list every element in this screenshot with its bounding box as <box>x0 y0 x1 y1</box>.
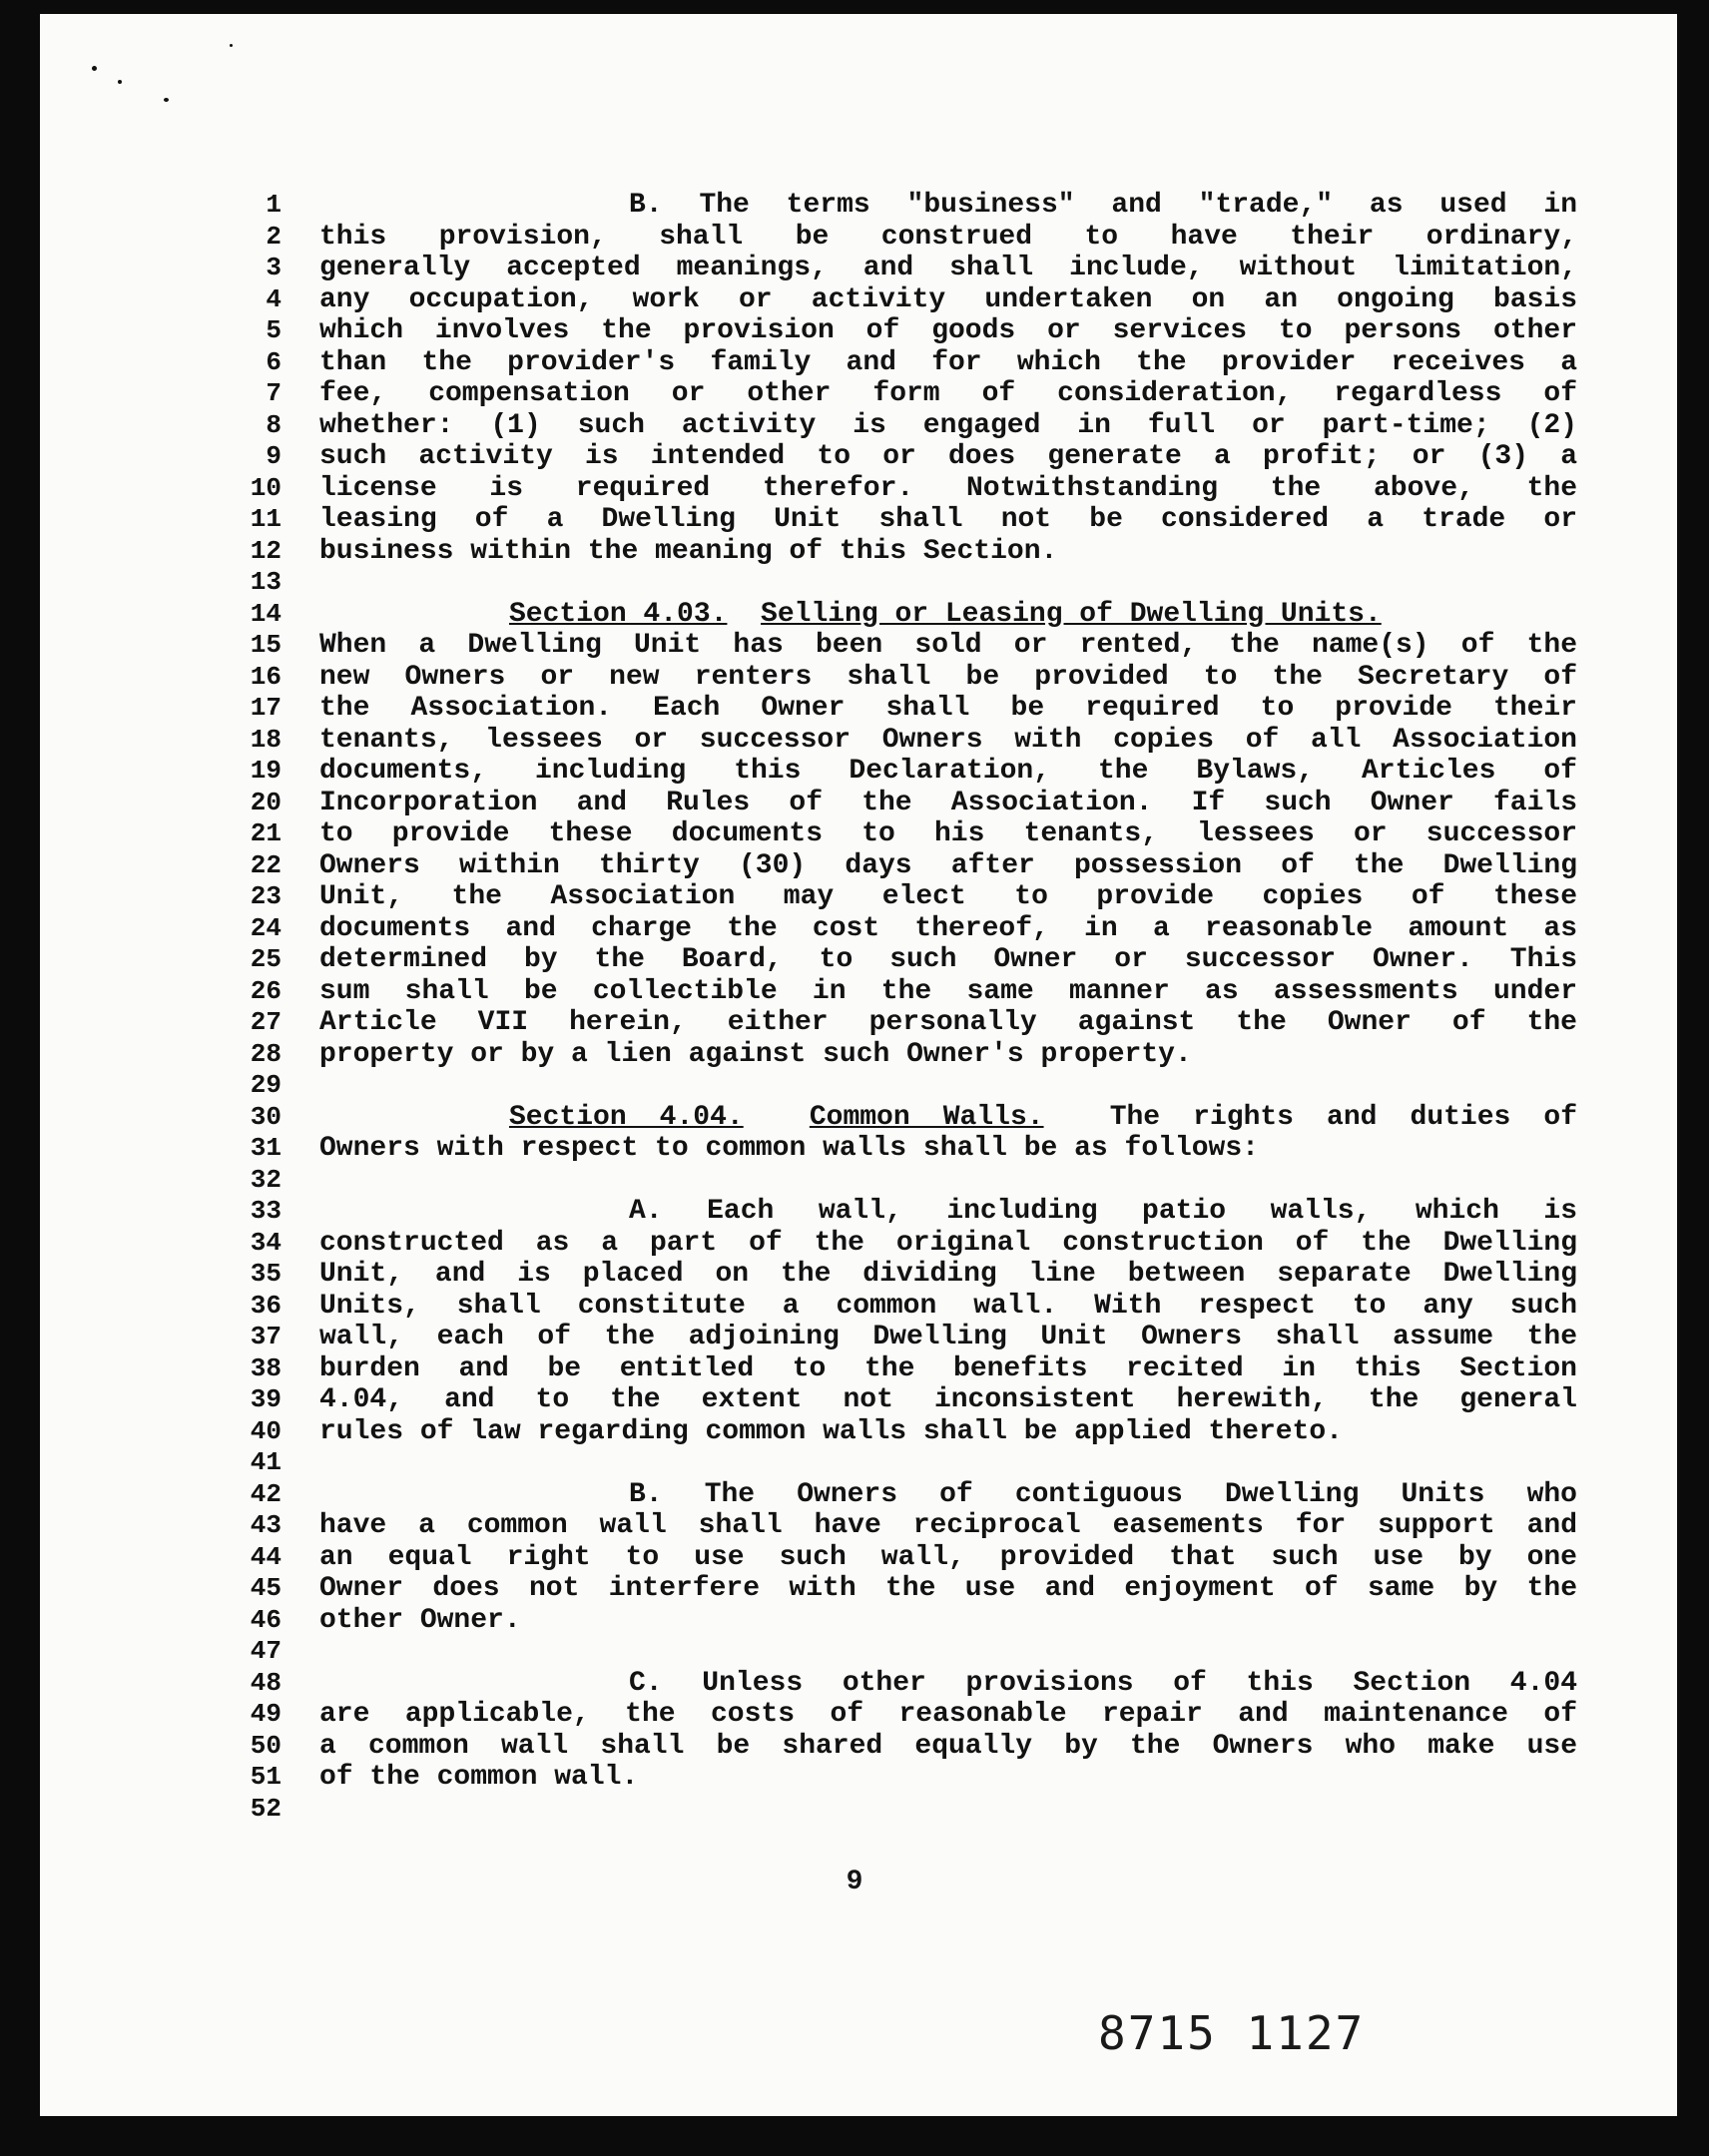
line-1 <box>240 190 1577 222</box>
line-23 <box>240 881 1577 913</box>
line-number: 20 <box>250 787 282 817</box>
paragraph-b-line: license is required therefor. Notwithstanding the above, the <box>319 472 1577 504</box>
scan-speck <box>164 98 169 102</box>
paragraph-a-line: Units, shall constitute a common wall. With respect to any such <box>319 1290 1577 1322</box>
paragraph-a-line: wall, each of the adjoining Dwelling Unit Owners shall assume the <box>319 1322 1577 1352</box>
line-8 <box>240 410 1577 442</box>
line-39 <box>240 1384 1577 1416</box>
paragraph-a-line: rules of law regarding common walls shall be applied thereto. <box>319 1415 1343 1447</box>
line-42 <box>240 1479 1577 1511</box>
line-4 <box>240 284 1577 316</box>
paragraph-b-line: generally accepted meanings, and shall include, without limitation, <box>319 253 1577 283</box>
line-17 <box>240 693 1577 725</box>
paragraph-b-line: whether: (1) such activity is engaged in full or part-time; (2) <box>319 409 1577 441</box>
line-number: 13 <box>250 567 282 597</box>
line-number: 32 <box>250 1164 282 1195</box>
line-34 <box>240 1228 1577 1260</box>
line-number: 7 <box>266 378 282 408</box>
line-51 <box>240 1762 1577 1794</box>
line-52 <box>240 1794 1577 1826</box>
section-403-line: documents and charge the cost thereof, in a reasonable amount as <box>319 912 1577 944</box>
line-number: 5 <box>266 315 282 345</box>
line-35 <box>240 1259 1577 1291</box>
section-404-title: Common Walls. <box>809 1101 1044 1133</box>
line-number: 14 <box>250 598 282 629</box>
line-number: 23 <box>250 881 282 911</box>
line-44 <box>240 1542 1577 1574</box>
paragraph-c-line: of the common wall. <box>319 1762 639 1793</box>
line-number: 17 <box>250 693 282 723</box>
section-403-line: to provide these documents to his tenants, lessees or successor <box>319 818 1577 849</box>
line-number: 16 <box>250 661 282 692</box>
document-number: 8715 1127 <box>1098 2006 1366 2060</box>
paragraph-a-line: A. Each wall, including patio walls, which is <box>629 1196 1577 1227</box>
paragraph-b-line: which involves the provision of goods or services to persons other <box>319 315 1577 346</box>
line-number: 38 <box>250 1352 282 1383</box>
line-number: 34 <box>250 1227 282 1258</box>
line-16 <box>240 662 1577 694</box>
paragraph-b-line: such activity is intended to or does generate a profit; or (3) a <box>319 441 1577 472</box>
line-27 <box>240 1007 1577 1039</box>
line-number: 12 <box>250 535 282 566</box>
line-number: 19 <box>250 756 282 786</box>
paragraph-b-line: any occupation, work or activity undertaken on an ongoing basis <box>319 283 1577 315</box>
line-30 <box>240 1102 1577 1134</box>
line-number: 49 <box>250 1699 282 1729</box>
line-40 <box>240 1416 1577 1448</box>
section-404-line: Owners with respect to common walls shall be as follows: <box>319 1133 1259 1164</box>
line-number: 30 <box>250 1101 282 1132</box>
line-number: 48 <box>250 1667 282 1698</box>
line-number: 3 <box>266 253 282 282</box>
section-403-line: tenants, lessees or successor Owners with copies of all Association <box>319 724 1577 756</box>
line-45 <box>240 1573 1577 1605</box>
section-403-line: Incorporation and Rules of the Association. If such Owner fails <box>319 787 1577 818</box>
line-11 <box>240 504 1577 536</box>
line-number: 40 <box>250 1415 282 1446</box>
line-19 <box>240 756 1577 788</box>
line-number: 33 <box>250 1196 282 1226</box>
line-3 <box>240 253 1577 284</box>
line-14 <box>240 599 1577 631</box>
paragraph-b2-line: other Owner. <box>319 1604 521 1636</box>
section-403-line: When a Dwelling Unit has been sold or rented, the name(s) of the <box>319 630 1577 661</box>
paragraph-b-line: fee, compensation or other form of consideration, regardless of <box>319 378 1577 409</box>
line-22 <box>240 850 1577 882</box>
line-13 <box>240 567 1577 599</box>
paragraph-b2-line: Owner does not interfere with the use and enjoyment of same by the <box>319 1573 1577 1604</box>
line-number: 42 <box>250 1478 282 1509</box>
line-number: 26 <box>250 975 282 1006</box>
line-50 <box>240 1731 1577 1763</box>
line-20 <box>240 788 1577 819</box>
line-37 <box>240 1322 1577 1353</box>
line-29 <box>240 1070 1577 1102</box>
paragraph-a-line: 4.04, and to the extent not inconsistent herewith, the general <box>319 1384 1577 1415</box>
line-18 <box>240 725 1577 757</box>
section-404-heading-line <box>319 1102 1577 1134</box>
line-number: 22 <box>250 849 282 880</box>
line-28 <box>240 1039 1577 1071</box>
line-41 <box>240 1447 1577 1479</box>
line-26 <box>240 976 1577 1008</box>
line-15 <box>240 630 1577 662</box>
paragraph-c-line: C. Unless other provisions of this Section 4.04 <box>629 1667 1577 1699</box>
paragraph-a-line: constructed as a part of the original construction of the Dwelling <box>319 1227 1577 1259</box>
line-number: 21 <box>250 818 282 848</box>
section-403-line: documents, including this Declaration, the Bylaws, Articles of <box>319 756 1577 787</box>
paragraph-b-line: than the provider's family and for which the provider receives a <box>319 346 1577 378</box>
section-403-line: sum shall be collectible in the same manner as assessments under <box>319 975 1577 1007</box>
line-number: 51 <box>250 1762 282 1792</box>
line-33 <box>240 1196 1577 1228</box>
line-36 <box>240 1291 1577 1323</box>
section-403-line: Owners within thirty (30) days after possession of the Dwelling <box>319 849 1577 881</box>
line-7 <box>240 378 1577 410</box>
paragraph-b-line: B. The terms "business" and "trade," as used in <box>629 190 1577 221</box>
line-number: 43 <box>250 1510 282 1540</box>
line-6 <box>240 347 1577 379</box>
paragraph-b2-line: an equal right to use such wall, provided that such use by one <box>319 1541 1577 1573</box>
paragraph-a-line: Unit, and is placed on the dividing line between separate Dwelling <box>319 1259 1577 1290</box>
line-25 <box>240 944 1577 976</box>
section-403-heading-line <box>319 599 1577 631</box>
line-number: 45 <box>250 1573 282 1603</box>
line-2 <box>240 222 1577 254</box>
section-404-heading: Section 4.04. <box>509 1101 744 1133</box>
line-number: 1 <box>266 190 282 220</box>
line-24 <box>240 913 1577 945</box>
section-403-line: Article VII herein, either personally against the Owner of the <box>319 1007 1577 1038</box>
paragraph-c-line: a common wall shall be shared equally by the Owners who make use <box>319 1730 1577 1762</box>
scan-speck <box>118 80 122 84</box>
line-9 <box>240 441 1577 473</box>
section-403-line: property or by a lien against such Owner's property. <box>319 1038 1192 1070</box>
line-number: 25 <box>250 944 282 974</box>
line-31 <box>240 1133 1577 1165</box>
line-number: 4 <box>266 283 282 314</box>
line-number: 15 <box>250 630 282 660</box>
line-number: 35 <box>250 1259 282 1289</box>
line-number: 47 <box>250 1636 282 1666</box>
line-number: 27 <box>250 1007 282 1037</box>
section-404-intro: The rights and duties of <box>1109 1101 1577 1133</box>
section-403-heading: Section 4.03. <box>509 598 728 630</box>
line-38 <box>240 1353 1577 1385</box>
line-49 <box>240 1699 1577 1731</box>
line-number: 9 <box>266 441 282 471</box>
line-43 <box>240 1510 1577 1542</box>
document-body <box>240 190 1577 1825</box>
line-number: 2 <box>266 221 282 252</box>
line-number: 46 <box>250 1604 282 1635</box>
line-number: 24 <box>250 912 282 943</box>
line-number: 11 <box>250 504 282 534</box>
paragraph-b-line: leasing of a Dwelling Unit shall not be considered a trade or <box>319 504 1577 535</box>
paragraph-b2-line: B. The Owners of contiguous Dwelling Units who <box>629 1478 1577 1510</box>
section-403-line: new Owners or new renters shall be provided to the Secretary of <box>319 661 1577 693</box>
line-number: 6 <box>266 346 282 377</box>
paragraph-b2-line: have a common wall shall have reciprocal easements for support and <box>319 1510 1577 1541</box>
line-21 <box>240 818 1577 850</box>
page-number: 9 <box>846 1867 863 1897</box>
line-10 <box>240 473 1577 505</box>
section-403-line: determined by the Board, to such Owner or successor Owner. This <box>319 944 1577 975</box>
line-number: 37 <box>250 1322 282 1351</box>
line-12 <box>240 536 1577 568</box>
paragraph-b-line: this provision, shall be construed to have their ordinary, <box>319 221 1577 253</box>
line-5 <box>240 315 1577 347</box>
scan-speck <box>230 44 233 47</box>
line-48 <box>240 1668 1577 1700</box>
paragraph-b-line: business within the meaning of this Section. <box>319 535 1058 567</box>
section-403-title: Selling or Leasing of Dwelling Units. <box>761 598 1382 630</box>
line-46 <box>240 1605 1577 1637</box>
line-32 <box>240 1165 1577 1197</box>
line-number: 44 <box>250 1541 282 1572</box>
scan-speck <box>92 66 97 71</box>
line-number: 50 <box>250 1730 282 1761</box>
line-number: 10 <box>250 472 282 503</box>
paragraph-a-line: burden and be entitled to the benefits recited in this Section <box>319 1352 1577 1384</box>
line-number: 39 <box>250 1384 282 1414</box>
line-number: 31 <box>250 1133 282 1163</box>
line-number: 28 <box>250 1038 282 1069</box>
line-number: 52 <box>250 1793 282 1824</box>
line-number: 18 <box>250 724 282 755</box>
line-47 <box>240 1636 1577 1668</box>
line-number: 36 <box>250 1290 282 1321</box>
line-number: 29 <box>250 1070 282 1100</box>
section-403-line: the Association. Each Owner shall be required to provide their <box>319 693 1577 724</box>
section-403-line: Unit, the Association may elect to provide copies of these <box>319 881 1577 912</box>
line-number: 8 <box>266 409 282 440</box>
paragraph-c-line: are applicable, the costs of reasonable repair and maintenance of <box>319 1699 1577 1730</box>
line-number: 41 <box>250 1447 282 1477</box>
